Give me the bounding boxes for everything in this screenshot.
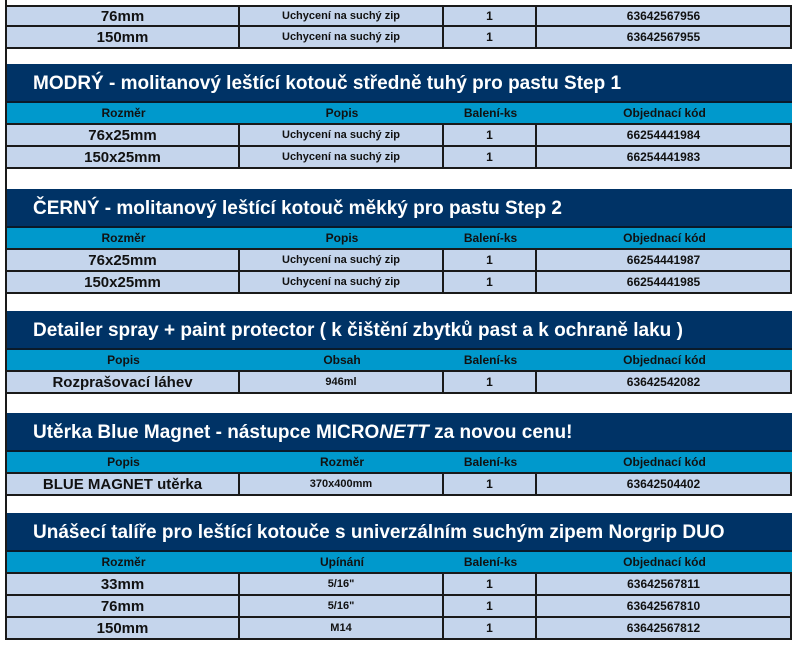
column-header: Rozměr — [319, 455, 364, 469]
title-prefix: Utěrka Blue Magnet - nástupce MICRO — [33, 422, 380, 443]
section-backing-plates — [7, 513, 792, 640]
column-header: Rozměr — [101, 555, 146, 569]
order-code-cell: 66254441983 — [537, 147, 792, 167]
column-header-row — [7, 552, 792, 574]
size-cell: 76mm — [7, 7, 240, 25]
product-catalog-page — [5, 0, 792, 640]
section-title: Detailer spray + paint protector ( k čištění zbytků past a k ochraně laku ) — [7, 311, 792, 350]
column-header: Popis — [325, 231, 359, 245]
table-row — [7, 147, 792, 169]
order-code-cell: 63642567812 — [537, 618, 792, 638]
size-cell: 150mm — [7, 618, 240, 638]
description-cell: Uchycení na suchý zip — [240, 147, 444, 167]
table-row — [7, 372, 792, 394]
table-row — [7, 27, 792, 49]
qty-cell: 1 — [444, 596, 537, 616]
qty-cell: 1 — [444, 125, 537, 145]
size-cell: 76mm — [7, 596, 240, 616]
qty-cell: 1 — [444, 372, 537, 392]
column-header: Balení-ks — [463, 353, 518, 367]
section-title: ČERNÝ - molitanový leštící kotouč měkký pro pastu Step 2 — [7, 189, 792, 228]
table-row — [7, 5, 792, 27]
column-header: Objednací kód — [623, 231, 706, 245]
column-header: Rozměr — [101, 106, 146, 120]
description-cell: Uchycení na suchý zip — [240, 27, 444, 47]
size-cell: 33mm — [7, 574, 240, 594]
column-header: Objednací kód — [623, 555, 706, 569]
column-header: Obsah — [323, 353, 361, 367]
column-header: Objednací kód — [623, 353, 706, 367]
order-code-cell: 63642542082 — [537, 372, 792, 392]
column-header-row — [7, 228, 792, 250]
mount-cell: 5/16" — [240, 574, 444, 594]
section-detailer-spray — [7, 311, 792, 394]
continued-table — [7, 5, 792, 49]
volume-cell: 946ml — [240, 372, 444, 392]
column-header: Popis — [107, 455, 140, 469]
size-cell: 150x25mm — [7, 147, 240, 167]
section-title: MODRÝ - molitanový leštící kotouč středně tuhý pro pastu Step 1 — [7, 64, 792, 103]
table-row — [7, 618, 792, 640]
section-blue-magnet — [7, 413, 792, 496]
column-header: Balení-ks — [463, 555, 518, 569]
section-cerny — [7, 189, 792, 294]
qty-cell: 1 — [444, 574, 537, 594]
column-header: Balení-ks — [463, 106, 518, 120]
title-suffix: za novou cenu! — [428, 422, 573, 443]
qty-cell: 1 — [444, 27, 537, 47]
order-code-cell: 66254441987 — [537, 250, 792, 270]
description-cell: Uchycení na suchý zip — [240, 7, 444, 25]
table-row — [7, 272, 792, 294]
order-code-cell: 66254441985 — [537, 272, 792, 292]
table-row — [7, 474, 792, 496]
order-code-cell: 63642567810 — [537, 596, 792, 616]
mount-cell: M14 — [240, 618, 444, 638]
order-code-cell: 63642567811 — [537, 574, 792, 594]
qty-cell: 1 — [444, 474, 537, 494]
table-row — [7, 125, 792, 147]
column-header: Balení-ks — [463, 455, 518, 469]
qty-cell: 1 — [444, 250, 537, 270]
column-header: Objednací kód — [623, 106, 706, 120]
column-header: Upínání — [320, 555, 364, 569]
column-header: Objednací kód — [623, 455, 706, 469]
size-cell: 76x25mm — [7, 250, 240, 270]
table-row — [7, 250, 792, 272]
description-cell: Uchycení na suchý zip — [240, 250, 444, 270]
description-cell: Uchycení na suchý zip — [240, 272, 444, 292]
table-row — [7, 596, 792, 618]
size-cell: 150x25mm — [7, 272, 240, 292]
column-header-row — [7, 103, 792, 125]
table-row — [7, 574, 792, 596]
title-italic: NETT — [379, 422, 429, 443]
description-cell: Rozprašovací láhev — [7, 372, 240, 392]
column-header-row — [7, 452, 792, 474]
order-code-cell: 66254441984 — [537, 125, 792, 145]
qty-cell: 1 — [444, 618, 537, 638]
description-cell: Uchycení na suchý zip — [240, 125, 444, 145]
qty-cell: 1 — [444, 272, 537, 292]
column-header: Balení-ks — [463, 231, 518, 245]
section-title — [7, 413, 792, 452]
size-cell: 370x400mm — [240, 474, 444, 494]
column-header: Rozměr — [101, 231, 146, 245]
section-title: Unášecí talíře pro leštící kotouče s univerzálním suchým zipem Norgrip DUO — [7, 513, 792, 552]
mount-cell: 5/16" — [240, 596, 444, 616]
column-header-row — [7, 350, 792, 372]
qty-cell: 1 — [444, 147, 537, 167]
column-header: Popis — [325, 106, 359, 120]
order-code-cell: 63642567956 — [537, 7, 792, 25]
order-code-cell: 63642567955 — [537, 27, 792, 47]
order-code-cell: 63642504402 — [537, 474, 792, 494]
description-cell: BLUE MAGNET utěrka — [7, 474, 240, 494]
column-header: Popis — [107, 353, 140, 367]
size-cell: 76x25mm — [7, 125, 240, 145]
size-cell: 150mm — [7, 27, 240, 47]
qty-cell: 1 — [444, 7, 537, 25]
section-modry — [7, 64, 792, 169]
